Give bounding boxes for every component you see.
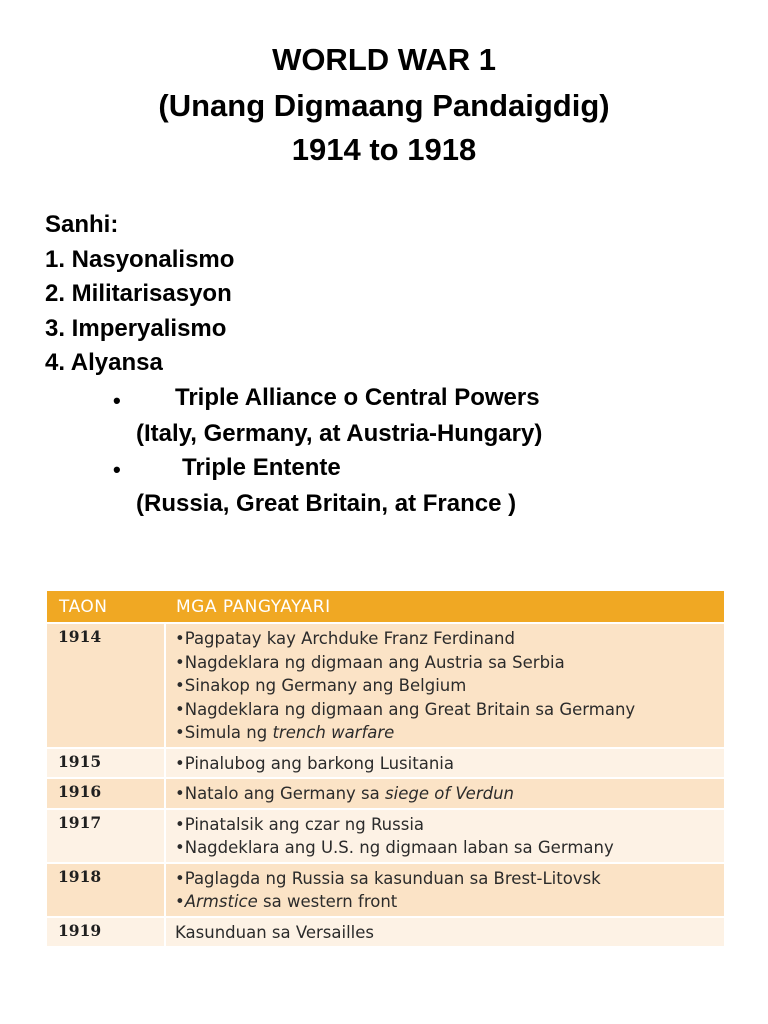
event-item: •Sinakop ng Germany ang Belgium [175,676,467,695]
alliance-members: (Russia, Great Britain, at France ) [136,490,517,517]
event-term: •Armstice [175,892,258,911]
events-cell [166,624,724,747]
table-row [47,777,724,808]
year-cell: 1918 [47,864,166,916]
table-row [47,747,724,778]
events-cell [166,864,724,916]
table-row [47,622,724,747]
bullet-icon: • [113,457,121,482]
date-range: 1914 to 1918 [291,132,477,167]
year-cell: 1919 [47,918,166,947]
year-cell: 1917 [47,810,166,862]
cause-item: 2. Militarisasyon [45,280,232,307]
event-item [175,890,724,914]
table-row [47,916,724,947]
cause-item: 1. Nasyonalismo [45,245,235,273]
column-header-events: MGA PANGYAYARI [176,596,331,617]
year-cell: 1915 [47,749,166,778]
alliance-members: (Italy, Germany, at Austria-Hungary) [136,420,543,447]
page-subtitle: (Unang Digmaang Pandaigdig) [158,88,610,123]
event-item: •Pinalubog ang barkong Lusitania [175,753,454,773]
event-item: •Paglagda ng Russia sa kasunduan sa Brest-Litovsk [175,868,601,888]
table-header [47,591,724,622]
event-item: •Nagdeklara ng digmaan ang Austria sa Serbia [175,652,565,672]
event-text: •Natalo ang Germany sa [175,784,386,803]
page-title: WORLD WAR 1 [272,42,496,77]
event-item [175,721,724,745]
timeline-table [47,591,724,946]
alliance-name: Triple Entente [182,454,341,481]
event-item: •Nagdeklara ang U.S. ng digmaan laban sa Germany [175,838,614,857]
events-cell [166,779,724,808]
event-item: •Pinatalsik ang czar ng Russia [175,814,425,834]
event-item: •Nagdeklara ng digmaan ang Great Britain sa Germany [175,699,636,719]
event-text: •Simula ng [175,723,273,742]
alliance-name: Triple Alliance o Central Powers [175,384,540,411]
table-row [47,808,724,862]
causes-list [45,208,234,381]
event-term: siege of Verdun [385,784,515,803]
causes-heading: Sanhi: [45,211,119,238]
cause-item: 3. Imperyalismo [45,314,227,342]
column-header-year: TAON [59,596,108,617]
cause-item: 4. Alyansa [45,349,163,376]
event-term: trench warfare [272,723,395,742]
events-cell [166,749,724,778]
event-text: sa western front [257,892,398,911]
year-cell: 1916 [47,779,166,808]
bullet-icon: • [113,388,121,413]
events-cell [166,810,724,862]
event-item: •Pagpatay kay Archduke Franz Ferdinand [175,629,515,648]
table-row [47,862,724,916]
events-cell [166,918,724,947]
event-item [175,782,724,806]
year-cell: 1914 [47,624,166,747]
event-item: Kasunduan sa Versailles [175,922,374,942]
